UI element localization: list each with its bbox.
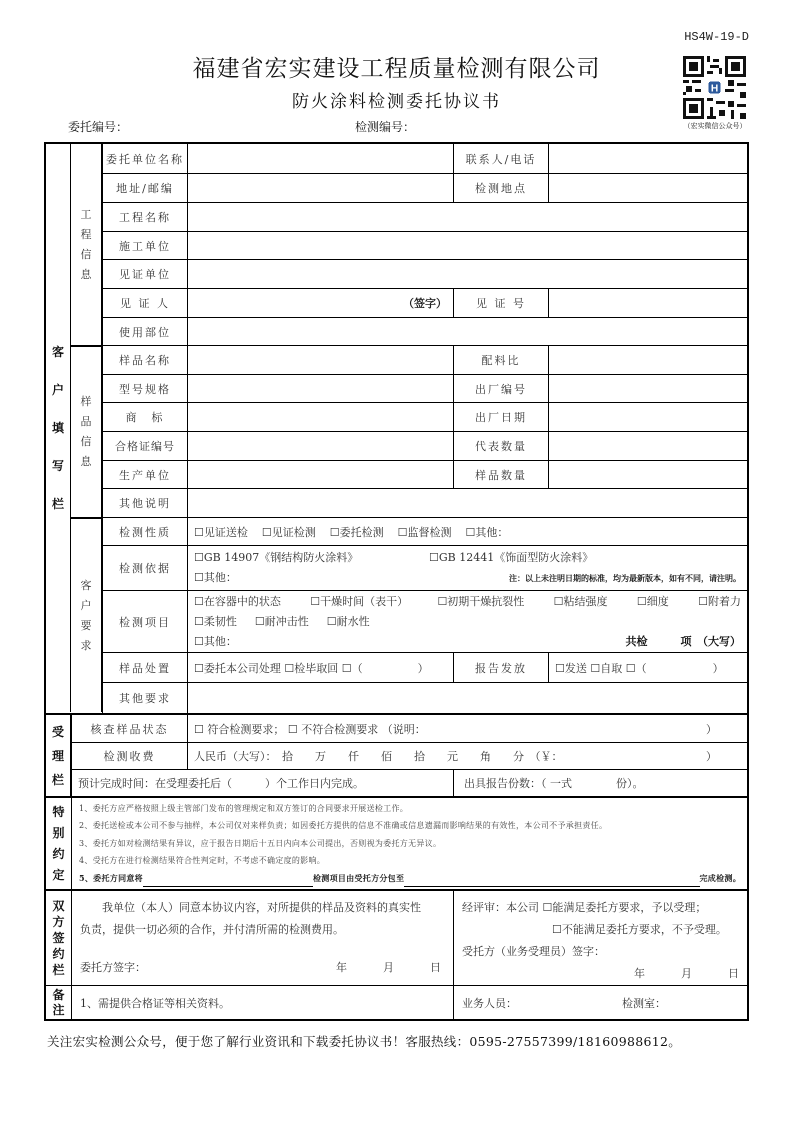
- option-witness-delivery[interactable]: ☐见证送检: [194, 525, 248, 539]
- model-label: 型号规格: [102, 375, 187, 402]
- test-site-label: 检测地点: [453, 174, 548, 202]
- report-delivery-label: 报告发放: [453, 653, 548, 682]
- client-name-field[interactable]: [187, 144, 453, 173]
- manufacturer-label: 生产单位: [102, 461, 187, 488]
- client-name-label: 委托单位名称: [102, 144, 187, 173]
- staff-label[interactable]: 业务人员：: [462, 996, 517, 1010]
- project-name-label: 工程名称: [102, 203, 187, 231]
- term-5: [79, 870, 741, 888]
- entrustment-form: [44, 142, 749, 1021]
- entrust-number-label: 委托编号：: [68, 120, 129, 134]
- row-test-nature: [46, 517, 747, 545]
- test-fee-text: 人民币（大写）： 拾 万 仟 佰 拾 元 角 分 （￥：: [194, 750, 563, 763]
- term-3: 3、委托方如对检测结果有异议，应于报告日期后十五日内向本公司提出，否则视为委托方无异议。: [79, 838, 442, 848]
- test-site-field[interactable]: [548, 174, 747, 202]
- sample-qty-label: 样品数量: [453, 461, 548, 488]
- row-address: [46, 173, 747, 202]
- option-other[interactable]: ☐其他：: [465, 525, 509, 539]
- usage-part-field[interactable]: [187, 318, 747, 345]
- certificate-no-label: 合格证编号: [102, 432, 187, 460]
- lab-label[interactable]: 检测室：: [622, 996, 666, 1010]
- qr-caption: （宏实微信公众号）: [683, 122, 747, 130]
- witness-no-label: 见 证 号: [453, 289, 548, 317]
- row-model: [46, 374, 747, 402]
- remark-note: 1、需提供合格证等相关资料。: [71, 986, 453, 1019]
- sample-check-label: 核查样品状态: [71, 715, 187, 742]
- row-certificate: [46, 431, 747, 460]
- row-other-requirements: [46, 682, 747, 713]
- term-4: 4、受托方在进行检测结果符合性判定时，不考虑不确定度的影响。: [79, 856, 326, 866]
- basis-note: 注：以上未注明日期的标准，均为最新版本，如有不同，请注明。: [509, 573, 741, 583]
- option-adhesion[interactable]: ☐附着力: [698, 594, 741, 608]
- option-drying-time[interactable]: ☐干燥时间（表干）: [310, 594, 409, 608]
- signing-section: [46, 889, 747, 985]
- footer-notice: 关注宏实检测公众号，便于您了解行业资讯和下载委托协议书！客服热线：0595-27557399/18160988612。: [47, 1034, 682, 1049]
- row-brand: [46, 402, 747, 431]
- remark-label: 备 注: [52, 987, 65, 1017]
- brand-field[interactable]: [187, 403, 453, 431]
- factory-no-field[interactable]: [548, 375, 747, 402]
- customer-section: [46, 144, 747, 713]
- sample-check-text: ☐ 符合检测要求； ☐ 不符合检测要求 （说明：: [194, 722, 426, 736]
- rep-qty-label: 代表数量: [453, 432, 548, 460]
- witness-unit-label: 见证单位: [102, 260, 187, 288]
- eta-field[interactable]: 预计完成时间：在受理委托后（ ）个工作日内完成。: [71, 770, 453, 796]
- test-nature-options: [187, 518, 747, 545]
- option-bond-strength[interactable]: ☐粘结强度: [553, 594, 608, 608]
- company-title: 福建省宏实建设工程质量检测有限公司: [192, 56, 601, 82]
- svg-text:H: H: [710, 83, 719, 95]
- witness-label: 见 证 人: [102, 289, 187, 317]
- qr-code-icon: [683, 56, 746, 119]
- contact-label: 联系人/电话: [453, 144, 548, 173]
- remark-section: [46, 985, 747, 1019]
- option-container-state[interactable]: ☐在容器中的状态: [194, 594, 281, 608]
- row-construction-unit: [46, 231, 747, 259]
- option-entrusted-test[interactable]: ☐委托检测: [329, 525, 384, 539]
- disposal-options[interactable]: ☐委托本公司处理 ☐检毕取回 ☐（ ）: [187, 653, 453, 682]
- agent-day-label: 日: [728, 967, 739, 980]
- rep-qty-field[interactable]: [548, 432, 747, 460]
- client-sign-line: [80, 957, 445, 979]
- other-desc-field[interactable]: [187, 489, 747, 517]
- construction-unit-field[interactable]: [187, 232, 747, 259]
- usage-part-label: 使用部位: [102, 318, 187, 345]
- acceptance-section: [46, 713, 747, 796]
- test-fee-label: 检测收费: [71, 743, 187, 769]
- row-usage-part: [46, 317, 747, 345]
- sample-check-close: ）: [706, 722, 717, 736]
- row-witness-unit: [46, 259, 747, 288]
- client-statement-2: 负责，提供一切必须的合作，并付清所需的检测费用。: [80, 923, 344, 936]
- agent-month-label: 月: [681, 967, 692, 980]
- test-number-label: 检测编号：: [355, 120, 416, 134]
- test-items-options: [187, 591, 747, 652]
- sample-check-options[interactable]: [187, 715, 747, 742]
- term-5-suffix: 完成检测。: [699, 872, 741, 883]
- form-code: HS4W-19-D: [684, 30, 749, 44]
- term-1: 1、委托方应严格按照上级主管部门发布的管理规定和双方签订的合同要求开展送检工作。: [79, 803, 409, 813]
- row-project-name: [46, 202, 747, 231]
- contact-field[interactable]: [548, 144, 747, 173]
- witness-no-field[interactable]: [548, 289, 747, 317]
- client-sign-label[interactable]: 委托方签字：: [80, 961, 146, 974]
- sample-group-label: 样 品 信 息: [71, 346, 102, 517]
- other-desc-label: 其他说明: [102, 489, 187, 517]
- brand-label: 商 标: [102, 403, 187, 431]
- option-impact-resistance[interactable]: ☐耐冲击性: [254, 614, 309, 628]
- client-signing-block: [71, 891, 453, 985]
- row-test-items: [46, 590, 747, 652]
- review-accept[interactable]: 经评审：本公司 ☐能满足委托方要求，予以受理；: [462, 901, 707, 914]
- option-water-resistance[interactable]: ☐耐水性: [326, 614, 370, 628]
- term-2: 2、委托送检或本公司不参与抽样，本公司仅对来样负责；如因委托方提供的信息不准确或信息遗漏而影响结果的有效性，本公司不予承担责任。: [79, 821, 608, 831]
- customer-section-label: 客 户 填 写 栏: [46, 144, 71, 712]
- factory-date-label: 出厂日期: [453, 403, 548, 431]
- special-terms-label: 特 别 约 定: [52, 804, 65, 882]
- option-fineness[interactable]: ☐细度: [636, 594, 669, 608]
- option-witness-test[interactable]: ☐见证检测: [261, 525, 316, 539]
- row-sample-check: [46, 715, 747, 742]
- signing-section-label: 双 方 签 约 栏: [52, 899, 65, 977]
- report-delivery-options[interactable]: ☐发送 ☐自取 ☐（ ）: [548, 653, 747, 682]
- year-label: 年: [336, 961, 347, 974]
- month-label: 月: [383, 961, 394, 974]
- other-req-label: 其他要求: [102, 683, 187, 713]
- special-terms-section: [46, 796, 747, 889]
- report-copies-field[interactable]: 出具报告份数：（ 一式 份）。: [453, 770, 747, 796]
- requirements-group-label: 客 户 要 求: [71, 518, 102, 712]
- term-5-prefix: 5、委托方同意将: [79, 872, 143, 883]
- sample-name-field[interactable]: [187, 346, 453, 374]
- test-basis-label: 检测依据: [102, 546, 187, 590]
- document-title: 防火涂料检测委托协议书: [292, 92, 501, 112]
- option-crack-resistance[interactable]: ☐初期干燥抗裂性: [437, 594, 525, 608]
- option-items-other[interactable]: ☐其他：: [194, 634, 237, 648]
- test-basis-options: [187, 546, 747, 590]
- signature-hint: （签字）: [403, 297, 447, 310]
- agent-signing-block: [453, 891, 747, 985]
- option-supervision-test[interactable]: ☐监督检测: [397, 525, 452, 539]
- certificate-no-field[interactable]: [187, 432, 453, 460]
- term-5-middle: 检测项目由受托方分包至: [312, 872, 405, 883]
- items-total: 共检 项 （大写）: [625, 634, 741, 648]
- test-fee-field[interactable]: [187, 743, 747, 769]
- address-field[interactable]: [187, 174, 453, 202]
- disposal-label: 样品处置: [102, 653, 187, 682]
- construction-unit-label: 施工单位: [102, 232, 187, 259]
- option-gb12441[interactable]: ☐GB 12441《饰面型防火涂料》: [429, 551, 594, 564]
- row-client-name: [46, 144, 747, 173]
- test-fee-close: ）: [706, 750, 717, 763]
- row-test-fee: [46, 742, 747, 769]
- witness-field[interactable]: [187, 289, 453, 317]
- agent-sign-label[interactable]: 受托方（业务受理员）签字：: [462, 945, 605, 958]
- factory-date-field[interactable]: [548, 403, 747, 431]
- term-5-subcontractor-blank[interactable]: [404, 876, 699, 887]
- option-flexibility[interactable]: ☐柔韧性: [194, 614, 237, 628]
- option-basis-other[interactable]: ☐其他：: [194, 571, 237, 584]
- row-other-desc: [46, 488, 747, 517]
- acceptance-section-label: 受 理 栏: [46, 715, 71, 796]
- model-field[interactable]: [187, 375, 453, 402]
- engineering-group-label: 工 程 信 息: [71, 144, 102, 345]
- mix-ratio-field[interactable]: [548, 346, 747, 374]
- client-statement-1: 我单位（本人）同意本协议内容，对所提供的样品及资料的真实性: [102, 901, 421, 914]
- test-nature-label: 检测性质: [102, 518, 187, 545]
- agent-year-label: 年: [634, 967, 645, 980]
- address-label: 地址/邮编: [102, 174, 187, 202]
- row-test-basis: [46, 545, 747, 590]
- test-items-label: 检测项目: [102, 591, 187, 652]
- sample-qty-field[interactable]: [548, 461, 747, 488]
- term-5-items-blank[interactable]: [143, 876, 313, 887]
- day-label: 日: [430, 961, 441, 974]
- project-name-field[interactable]: [187, 203, 747, 231]
- remark-staff-block: [453, 986, 747, 1019]
- other-req-field[interactable]: [187, 683, 747, 713]
- manufacturer-field[interactable]: [187, 461, 453, 488]
- review-reject[interactable]: ☐不能满足委托方要求，不予受理。: [552, 923, 727, 936]
- special-terms-list: [71, 798, 747, 889]
- sample-name-label: 样品名称: [102, 346, 187, 374]
- row-eta: [46, 769, 747, 796]
- row-sample-disposal: [46, 652, 747, 682]
- mix-ratio-label: 配料比: [453, 346, 548, 374]
- row-sample-name: [46, 345, 747, 374]
- factory-no-label: 出厂编号: [453, 375, 548, 402]
- option-gb14907[interactable]: ☐GB 14907《钢结构防火涂料》: [194, 551, 359, 564]
- row-manufacturer: [46, 460, 747, 488]
- row-witness: [46, 288, 747, 317]
- witness-unit-field[interactable]: [187, 260, 747, 288]
